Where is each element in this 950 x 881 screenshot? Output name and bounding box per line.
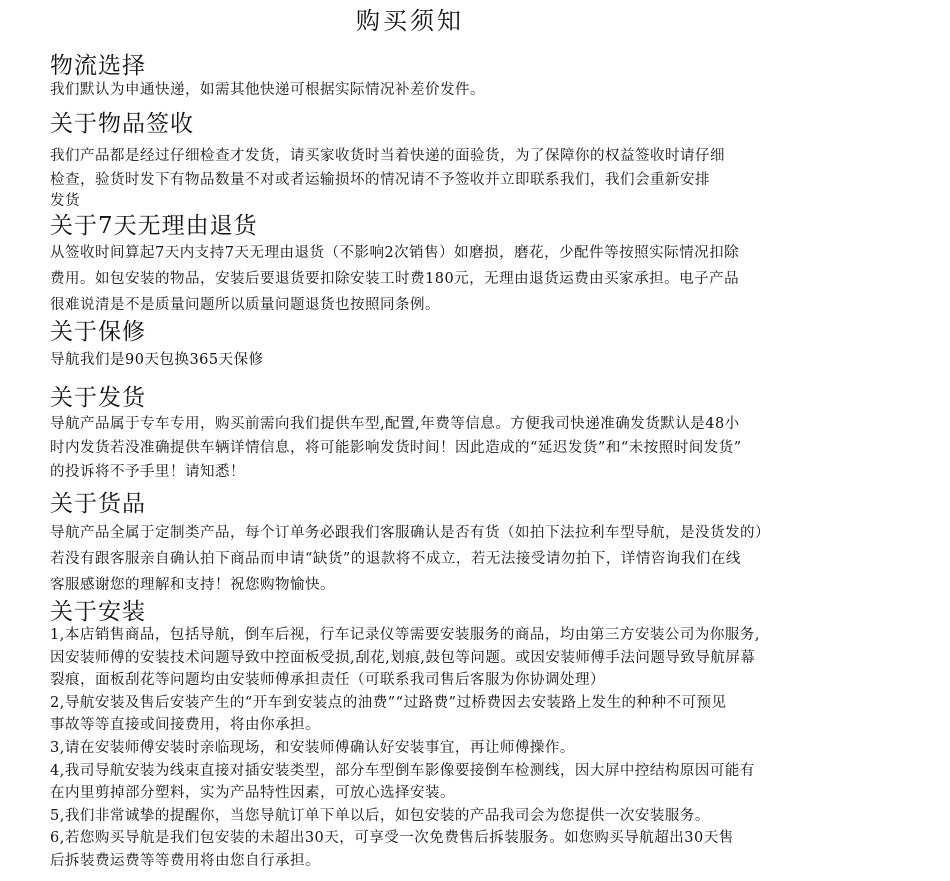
- body-line: 在内里剪掉部分塑料，实为产品特性因素，可放心选择安装。: [50, 785, 455, 802]
- body-line: 1,本店销售商品，包括导航，倒车后视，行车记录仪等需要安装服务的商品，均由第三方安装公司为你服务,: [50, 627, 760, 643]
- section-body: [50, 350, 880, 372]
- body-line: 导航产品属于专车专用，购买前需向我们提供车型,配置,年费等信息。方便我司快递准确发货默认是48小: [50, 416, 740, 432]
- section-body: [50, 412, 880, 484]
- section-warranty: [50, 318, 880, 372]
- body-line: 因安装师傅的安装技术问题导致中控面板受损,刮花,划痕,鼓包等问题。或因安装师傅手法问题导致导航屏幕: [50, 649, 756, 666]
- body-line: 客服感谢您的理解和支持！祝您购物愉快。: [50, 577, 335, 593]
- body-line: 4,我司导航安装为线束直接对插安装类型，部分车型倒车影像要接倒车检测线，因大屏中控结构原因可能有: [50, 762, 755, 779]
- body-line: 我们产品都是经过仔细检查才发货，请买家收货时当着快递的面验货，为了保障你的权益签收时请仔细: [50, 148, 725, 164]
- section-shipping: [50, 384, 880, 484]
- body-line: 裂痕，面板刮花等问题均由安装师傅承担责任（可联系我司售后客服为你协调处理）: [50, 672, 605, 689]
- section-heading: 关于安装: [50, 599, 146, 625]
- body-line: 我们默认为申通快递，如需其他快递可根据实际情况补差价发件。: [50, 82, 485, 98]
- section-returns: [50, 212, 880, 318]
- body-line: 若没有跟客服亲自确认拍下商品而申请“缺货”的退款将不成立，若无法接受请勿拍下，详情咨询我们在线: [50, 551, 741, 567]
- body-line: 2,导航安装及售后安装产生的“开车到安装点的油费”“过路费”过桥费因去安装路上发生的种种不可预见: [50, 694, 727, 711]
- body-line: 时内发货若没准确提供车辆详情信息，将可能影响发货时间！因此造成的“延迟发货”和“未按照时间发货”: [50, 440, 742, 456]
- section-body: [50, 146, 880, 213]
- section-body: [50, 80, 880, 102]
- body-line: 的投诉将不予手里！请知悉！: [50, 464, 245, 480]
- section-logistics: [50, 52, 880, 102]
- section-heading: 物流选择: [50, 53, 146, 79]
- body-line: 检查，验货时发下有物品数量不对或者运输损坏的情况请不予签收并立即联系我们，我们会重新安排: [50, 171, 710, 188]
- body-line: 很难说清是不是质量问题所以质量问题退货也按照同条例。: [50, 297, 440, 313]
- body-line: 6,若您购买导航是我们包安装的未超出30天，可享受一次免费售后拆装服务。如您购买导航超出30天售: [50, 830, 734, 847]
- section-body: [50, 624, 880, 873]
- section-body: [50, 240, 880, 318]
- body-line: 事故等等直接或间接费用，将由你承担。: [50, 717, 320, 734]
- section-installation: [50, 598, 880, 873]
- section-goods: [50, 490, 880, 598]
- body-line: 从签收时间算起7天内支持7天无理由退货（不影响2次销售）如磨损，磨花，少配件等按照实际情况扣除: [50, 245, 740, 261]
- body-line: 费用。如包安装的物品，安装后要退货要扣除安装工时费180元，无理由退货运费由买家承担。电子产品: [50, 271, 740, 287]
- page-title: 购买须知: [356, 7, 464, 35]
- body-line: 导航产品全属于定制类产品，每个订单务必跟我们客服确认是否有货（如拍下法拉利车型导航，是没货发的）: [50, 525, 770, 541]
- body-line: 发货: [50, 193, 80, 209]
- section-heading: 关于货品: [50, 491, 146, 517]
- body-line: 导航我们是90天包换365天保修: [50, 352, 264, 368]
- body-line: 后拆装费运费等等费用将由您自行承担。: [50, 852, 320, 869]
- body-line: 3,请在安装师傅安装时亲临现场，和安装师傅确认好安装事宜，再让师傅操作。: [50, 739, 575, 756]
- section-heading: 关于7天无理由退货: [50, 213, 258, 239]
- section-receipt: [50, 110, 880, 213]
- section-heading: 关于物品签收: [50, 111, 194, 137]
- section-body: [50, 520, 880, 598]
- section-heading: 关于保修: [50, 319, 146, 345]
- section-heading: 关于发货: [50, 385, 146, 411]
- body-line: 5,我们非常诚挚的提醒你，当您导航订单下单以后，如包安装的产品我司会为您提供一次安装服务。: [50, 807, 710, 824]
